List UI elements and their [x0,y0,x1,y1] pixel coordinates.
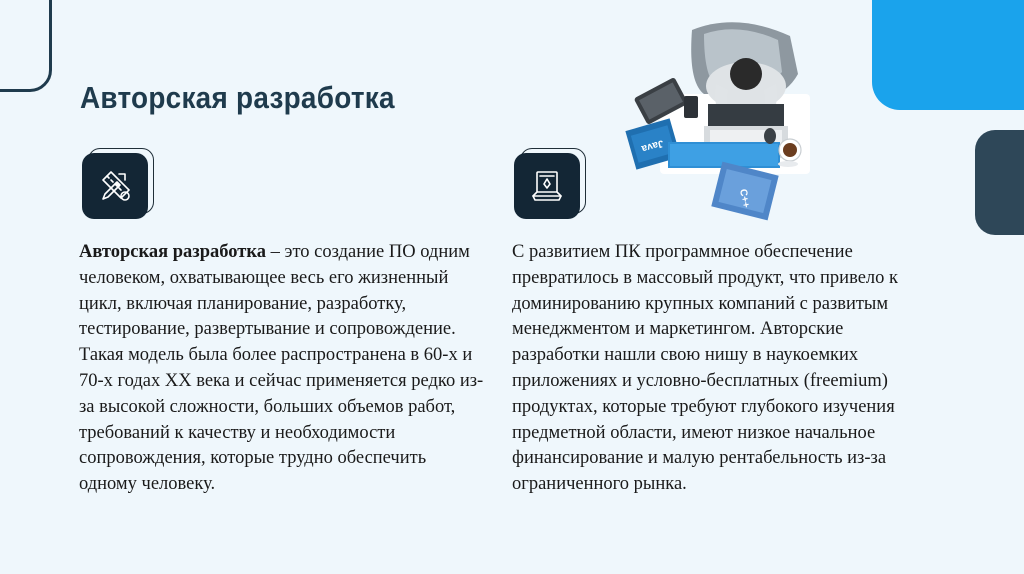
term-highlight: Авторская разработка [79,242,266,262]
mouse [764,128,776,144]
decorative-outline-shape [0,0,52,92]
left-paragraph-body: – это создание ПО одним человеком, охватывающее весь его жизненный цикл, включая планирование, разработку, тестирование, развертывание и сопровождение. Такая модель была более распространена в 60-х и 70-х годах XX века и сейчас применяется редко из-за высокой сложности, больших объемов работ, требований к качеству и необходимости сопровождения, которые трудно обеспечить одному человеку. [79,242,484,495]
design-tools-icon [82,153,148,219]
java-book-label: Java [640,137,665,154]
design-tools-icon-card [82,153,154,225]
right-paragraph: С развитием ПК программное обеспечение превратилось в массовый продукт, что привело к доминированию крупных компаний с развитым менеджментом и маркетингом. Авторские разработки нашли свою нишу в наукоемких приложениях и условно-бесплатных (freemium) продуктах, которые требуют глубокого изучения предметной области, имеют низкое начальное финансирование и малую рентабельность из-за ограниченного рынка. [512,242,899,495]
slide-title: Авторская разработка [80,80,395,115]
decorative-dark-shape [975,130,1024,235]
decorative-blue-shape [872,0,1024,110]
phone [684,96,698,118]
developer-desk-illustration [612,12,816,222]
cpp-book-label: C++ [737,188,752,209]
left-paragraph [79,240,487,498]
laptop-icon-card [514,153,586,225]
laptop-icon [514,153,580,219]
